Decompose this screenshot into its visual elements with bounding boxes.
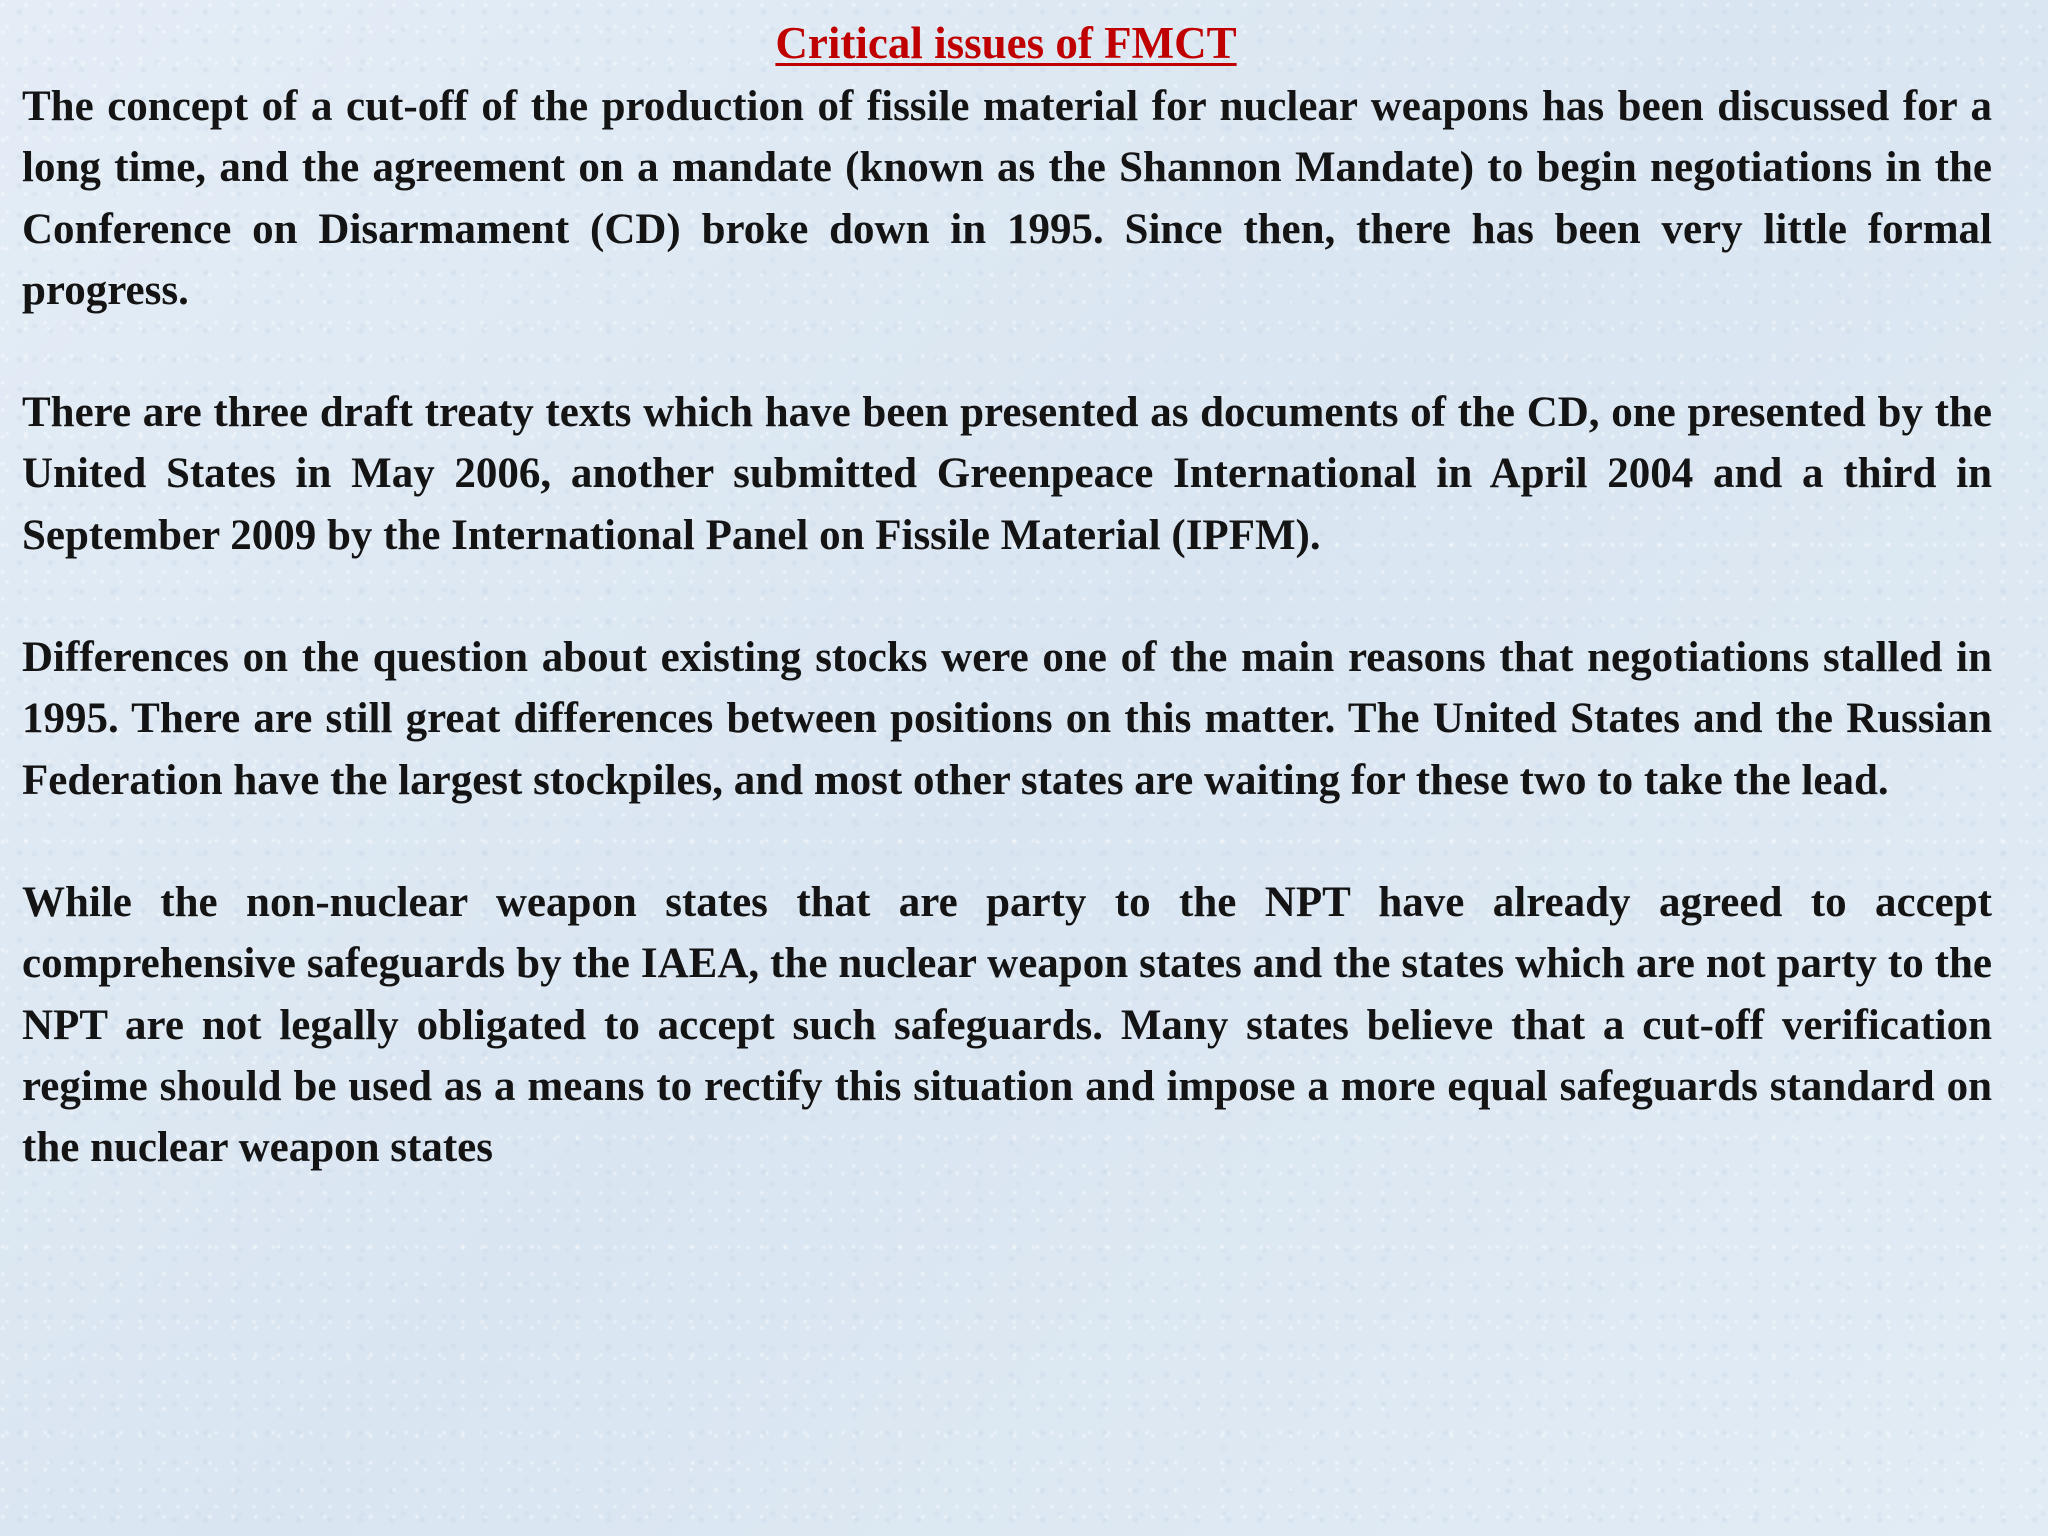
slide-title: Critical issues of FMCT bbox=[775, 18, 1237, 68]
paragraph-existing-stocks: Differences on the question about existing stocks were one of the main reasons that negotiations stalled in 1995. There are still great differences between positions on this matter. The United States and the Russian Federation have the largest stockpiles, and most other states are waiting for these two to take the lead. bbox=[22, 634, 1992, 804]
paragraph-intro: The concept of a cut-off of the production of fissile material for nuclear weapons has been discussed for a long time, and the agreement on a mandate (known as the Shannon Mandate) to begin negotiations in the Conference on Disarmament (CD) broke down in 1995. Since then, there has been very little formal progress. bbox=[22, 83, 1992, 314]
paragraph-safeguards: While the non-nuclear weapon states that are party to the NPT have already agreed to accept comprehensive safeguards by the IAEA, the nuclear weapon states and the states which are not party to the NPT are not legally obligated to accept such safeguards. Many states believe that a cut-off verification regime should be used as a means to rectify this situation and impose a more equal safeguards standard on the nuclear weapon states bbox=[22, 878, 1992, 1172]
slide-body bbox=[22, 76, 1992, 1239]
paragraph-draft-treaties: There are three draft treaty texts which have been presented as documents of the CD, one presented by the United States in May 2006, another submitted Greenpeace International in April 2004 and a third in September 2009 by the International Panel on Fissile Material (IPFM). bbox=[22, 389, 1992, 559]
